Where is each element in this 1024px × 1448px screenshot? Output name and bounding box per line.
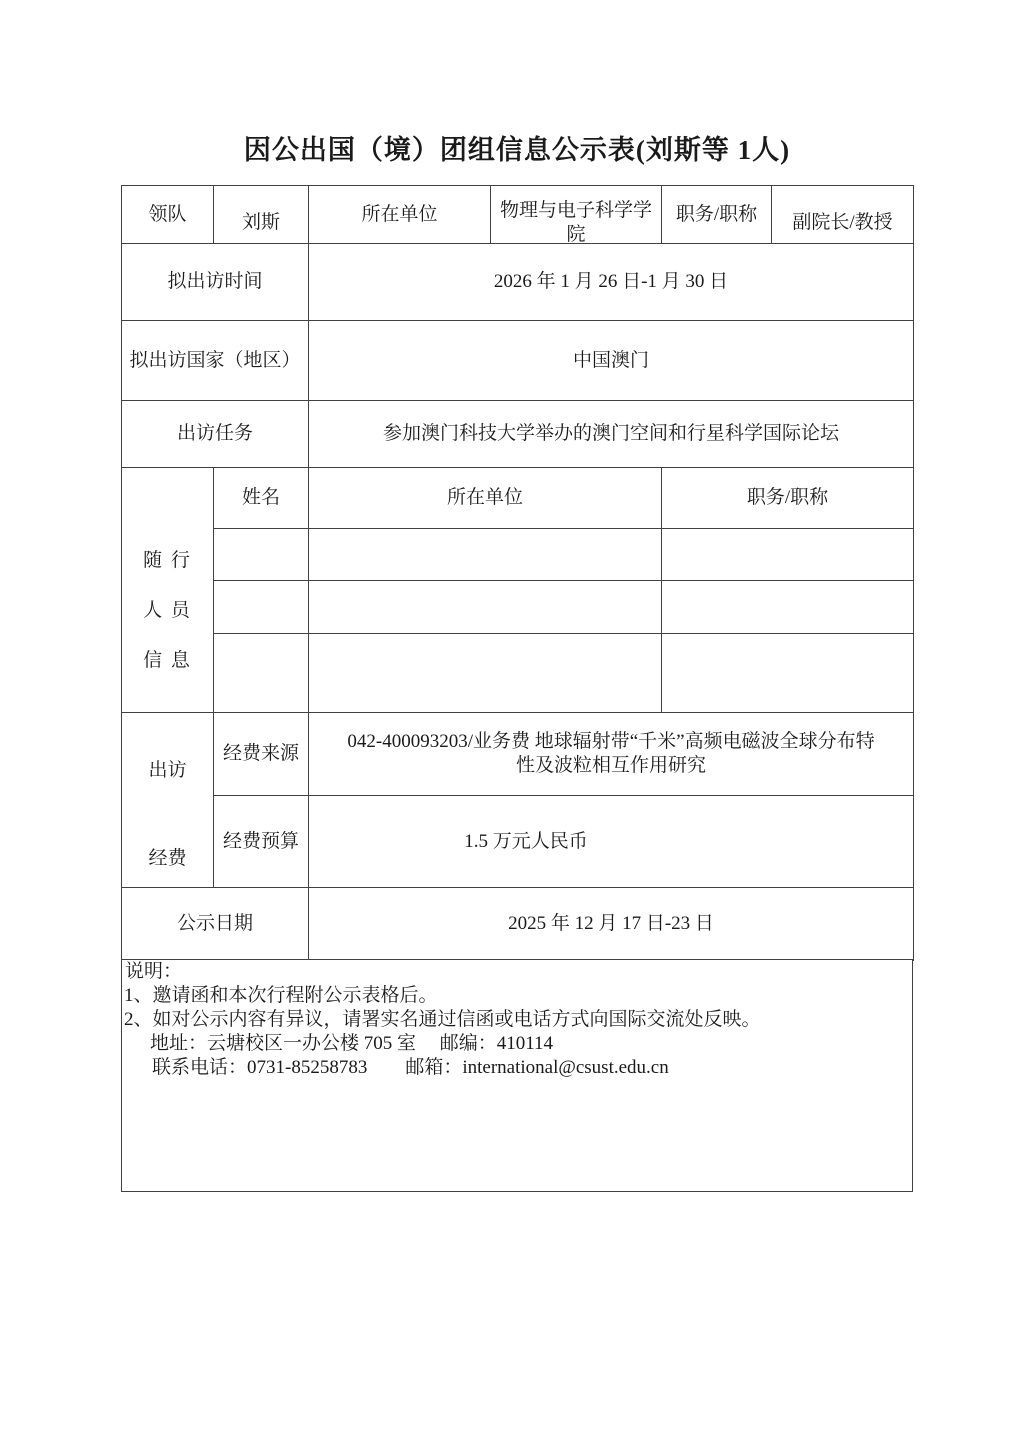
funding-source-value-cell — [309, 713, 914, 796]
unit-value: 物理与电子科学学院 — [499, 199, 652, 244]
funding-budget-label-cell: 经费预算 — [214, 796, 309, 888]
notes-item-1: 1、邀请函和本次行程附公示表格后。 — [124, 985, 438, 1006]
companion-name-cell — [214, 634, 309, 713]
notes-item-2: 2、如对公示内容有异议，请署实名通过信函或电话方式向国际交流处反映。 — [124, 1009, 761, 1030]
companion-unit-cell — [309, 581, 662, 634]
funding-section-label — [122, 728, 213, 872]
visit-time-label-cell: 拟出访时间 — [122, 244, 309, 321]
companion-unit-cell — [309, 529, 662, 581]
companions-section-label-cell — [122, 468, 214, 713]
leader-name-cell — [214, 186, 309, 244]
funding-source-line1: 042-400093203/业务费 地球辐射带“千米”高频电磁波全球分布特 — [347, 731, 875, 753]
companion-name-cell — [214, 581, 309, 634]
funding-budget-row — [122, 796, 914, 888]
publicity-date-label-cell: 公示日期 — [122, 888, 309, 961]
page-title: 因公出国（境）团组信息公示表(刘斯等 1人) — [243, 135, 791, 165]
funding-budget-value-cell — [309, 796, 914, 888]
companions-header-post: 职务/职称 — [662, 468, 914, 529]
unit-label-cell: 所在单位 — [309, 186, 491, 244]
funding-label-line2: 经费 — [148, 848, 187, 869]
mission-value-cell: 参加澳门科技大学举办的澳门空间和行星科学国际论坛 — [309, 401, 914, 468]
companion-post-cell — [662, 581, 914, 634]
post-label-cell: 职务/职称 — [662, 186, 772, 244]
mission-row — [122, 401, 914, 468]
destination-label-cell: 拟出访国家（地区） — [122, 321, 309, 401]
leader-label-cell: 领队 — [122, 186, 214, 244]
companions-header-unit: 所在单位 — [309, 468, 662, 529]
funding-source-line2-clipped: 性及波粒相互作用研究 — [515, 755, 706, 776]
publicity-date-value-cell: 2025 年 12 月 17 日-23 日 — [309, 888, 914, 961]
companion-name-cell — [214, 529, 309, 581]
funding-source-label-cell: 经费来源 — [214, 713, 309, 796]
companions-section-label — [122, 481, 213, 673]
visit-time-value-cell: 2026 年 1 月 26 日-1 月 30 日 — [309, 244, 914, 321]
notes-heading: 说明： — [125, 961, 183, 982]
funding-section-label-cell — [122, 713, 214, 888]
companion-row — [122, 581, 914, 634]
notes-box — [121, 959, 913, 1192]
notes-contact-line: 联系电话：0731-85258783 邮箱：international@csust.edu.cn — [152, 1057, 669, 1078]
funding-budget-value: 1.5 万元人民币 — [464, 830, 588, 852]
companion-row — [122, 529, 914, 581]
notes-address-line: 地址：云塘校区一办公楼 705 室 邮编：410114 — [150, 1033, 554, 1054]
publicity-form-table — [121, 185, 914, 961]
post-value: 副院长/教授 — [792, 211, 893, 233]
visit-time-row — [122, 244, 914, 321]
companions-label-line3: 信 息 — [143, 650, 192, 671]
unit-value-cell — [491, 186, 662, 244]
funding-source-row — [122, 713, 914, 796]
companions-label-line2: 人 员 — [143, 600, 192, 621]
companion-post-cell — [662, 634, 914, 713]
post-value-cell — [772, 186, 914, 244]
companion-post-cell — [662, 529, 914, 581]
companions-label-line1: 随 行 — [143, 550, 192, 571]
companions-header-row — [122, 468, 914, 529]
funding-label-line1: 出访 — [148, 760, 187, 781]
leader-row — [122, 186, 914, 244]
publicity-date-row — [122, 888, 914, 961]
destination-value-cell: 中国澳门 — [309, 321, 914, 401]
mission-label-cell: 出访任务 — [122, 401, 309, 468]
companions-header-name: 姓名 — [214, 468, 309, 529]
companion-unit-cell — [309, 634, 662, 713]
companion-row — [122, 634, 914, 713]
leader-name: 刘斯 — [241, 211, 280, 233]
destination-row — [122, 321, 914, 401]
